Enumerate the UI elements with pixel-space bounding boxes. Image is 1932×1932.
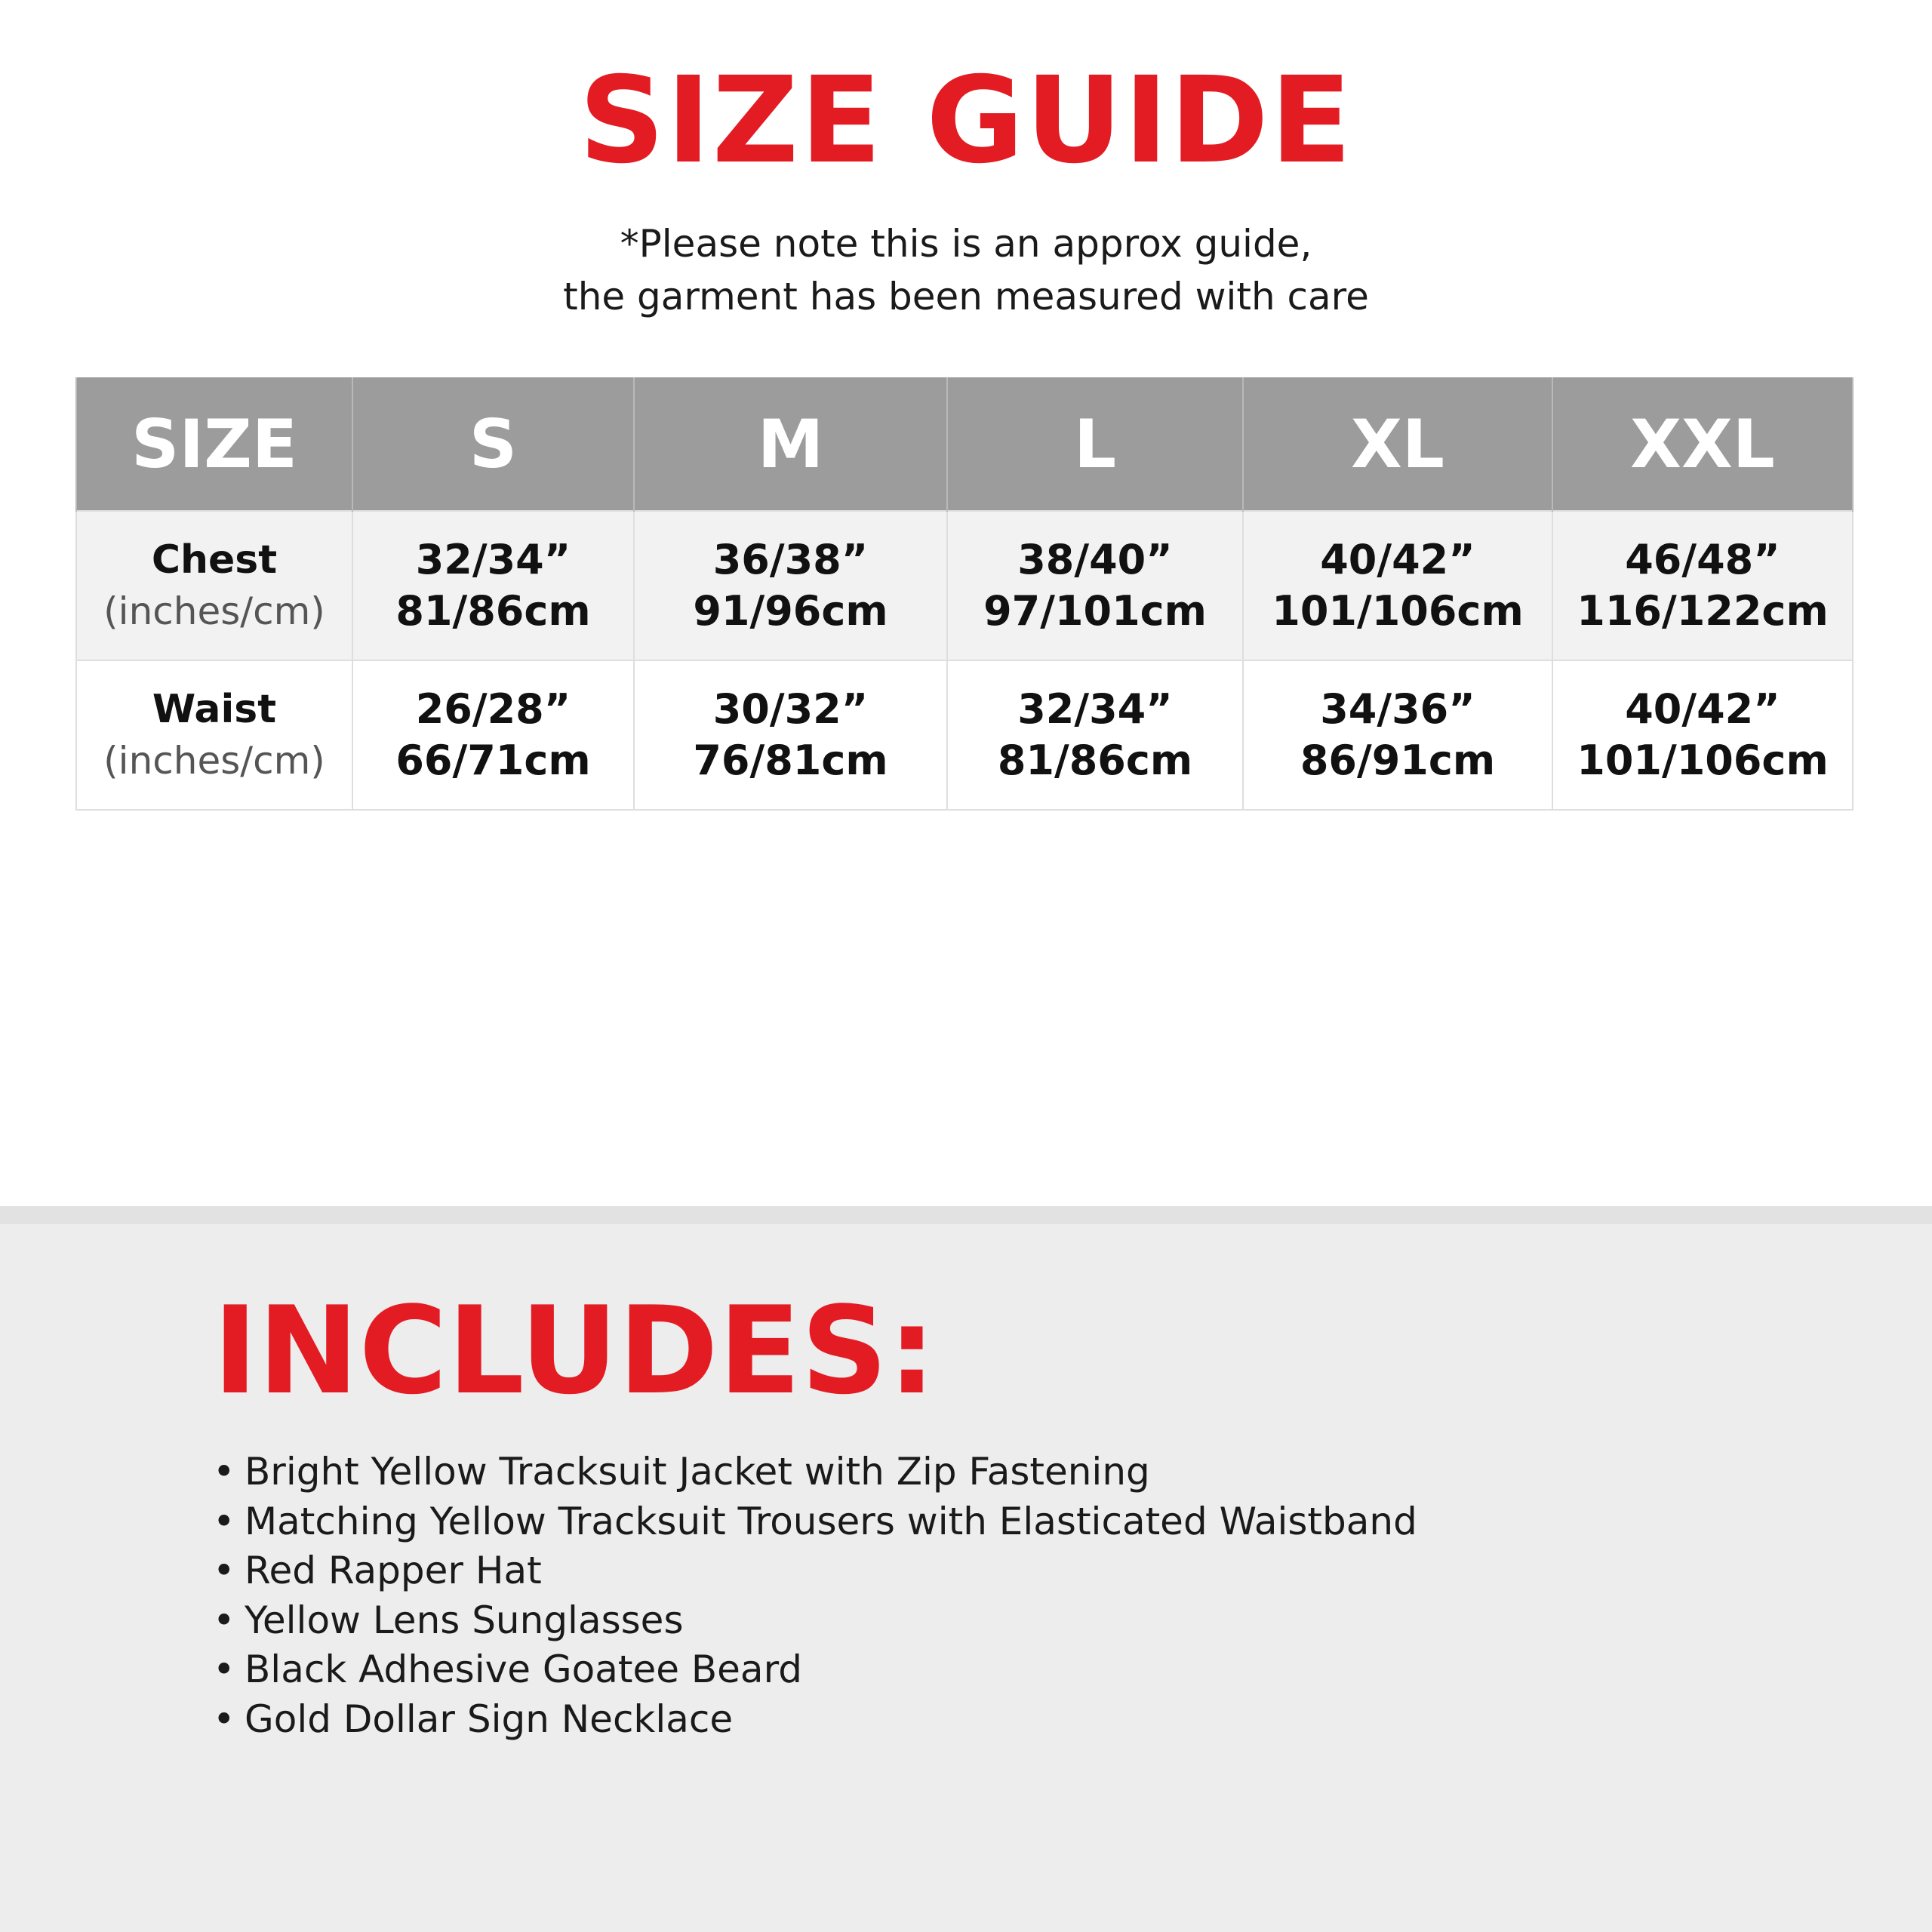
cell-inches: 40/42” (1625, 685, 1780, 733)
cell-inches: 32/34” (1017, 685, 1173, 733)
table-cell (634, 511, 947, 660)
list-item (213, 1497, 1417, 1547)
bullet-icon: • (213, 1450, 235, 1494)
bullet-icon: • (213, 1499, 235, 1543)
cell-cm: 116/122cm (1577, 587, 1829, 635)
column-header-xl: XL (1243, 377, 1552, 511)
cell-cm: 66/71cm (395, 737, 591, 784)
column-header-m: M (634, 377, 947, 511)
list-item-text: Matching Yellow Tracksuit Trousers with Elasticated Waistband (245, 1499, 1417, 1543)
page-title: SIZE GUIDE (579, 51, 1353, 190)
row-unit: (inches/cm) (103, 589, 325, 633)
table-row-waist (76, 660, 1853, 810)
list-item-text: Bright Yellow Tracksuit Jacket with Zip Fastening (245, 1450, 1150, 1494)
cell-inches: 34/36” (1320, 685, 1475, 733)
list-item (213, 1596, 1417, 1646)
cell-inches: 26/28” (415, 685, 571, 733)
cell-inches: 38/40” (1017, 536, 1173, 583)
size-note-line-2: the garment has been measured with care (563, 275, 1369, 318)
includes-title: INCLUDES: (213, 1280, 937, 1421)
cell-cm: 81/86cm (395, 587, 591, 635)
table-cell (634, 660, 947, 810)
includes-list (213, 1447, 1417, 1744)
row-label-cell (76, 511, 352, 660)
table-cell (1243, 660, 1552, 810)
cell-cm: 76/81cm (693, 737, 888, 784)
list-item-text: Black Adhesive Goatee Beard (245, 1647, 802, 1691)
size-note-line-1: *Please note this is an approx guide, (620, 222, 1312, 266)
cell-cm: 97/101cm (983, 587, 1207, 635)
size-table (75, 377, 1854, 811)
list-item (213, 1645, 1417, 1695)
column-header-size: SIZE (76, 377, 352, 511)
column-header-xxl: XXL (1552, 377, 1853, 511)
bullet-icon: • (213, 1647, 235, 1691)
table-cell (947, 511, 1243, 660)
table-cell (352, 511, 634, 660)
column-header-l: L (947, 377, 1243, 511)
row-label: Waist (152, 687, 277, 732)
cell-inches: 30/32” (712, 685, 869, 733)
cell-inches: 36/38” (712, 536, 869, 583)
cell-inches: 46/48” (1625, 536, 1780, 583)
bullet-icon: • (213, 1549, 235, 1592)
table-cell (1243, 511, 1552, 660)
bullet-icon: • (213, 1697, 235, 1741)
row-label: Chest (151, 537, 278, 583)
row-unit: (inches/cm) (103, 739, 325, 783)
bullet-icon: • (213, 1598, 235, 1642)
size-note (0, 217, 1932, 323)
table-cell (352, 660, 634, 810)
table-cell (947, 660, 1243, 810)
list-item (213, 1447, 1417, 1497)
list-item-text: Yellow Lens Sunglasses (245, 1598, 684, 1642)
cell-inches: 40/42” (1320, 536, 1475, 583)
list-item-text: Red Rapper Hat (245, 1549, 542, 1592)
table-cell (1552, 511, 1853, 660)
table-cell (1552, 660, 1853, 810)
table-header-row (76, 377, 1853, 511)
cell-cm: 101/106cm (1577, 737, 1829, 784)
row-label-cell (76, 660, 352, 810)
cell-inches: 32/34” (415, 536, 571, 583)
cell-cm: 81/86cm (997, 737, 1193, 784)
cell-cm: 101/106cm (1272, 587, 1524, 635)
list-item (213, 1546, 1417, 1596)
column-header-s: S (352, 377, 634, 511)
list-item (213, 1695, 1417, 1745)
table-row-chest (76, 511, 1853, 660)
list-item-text: Gold Dollar Sign Necklace (245, 1697, 734, 1741)
cell-cm: 86/91cm (1300, 737, 1496, 784)
cell-cm: 91/96cm (693, 587, 888, 635)
